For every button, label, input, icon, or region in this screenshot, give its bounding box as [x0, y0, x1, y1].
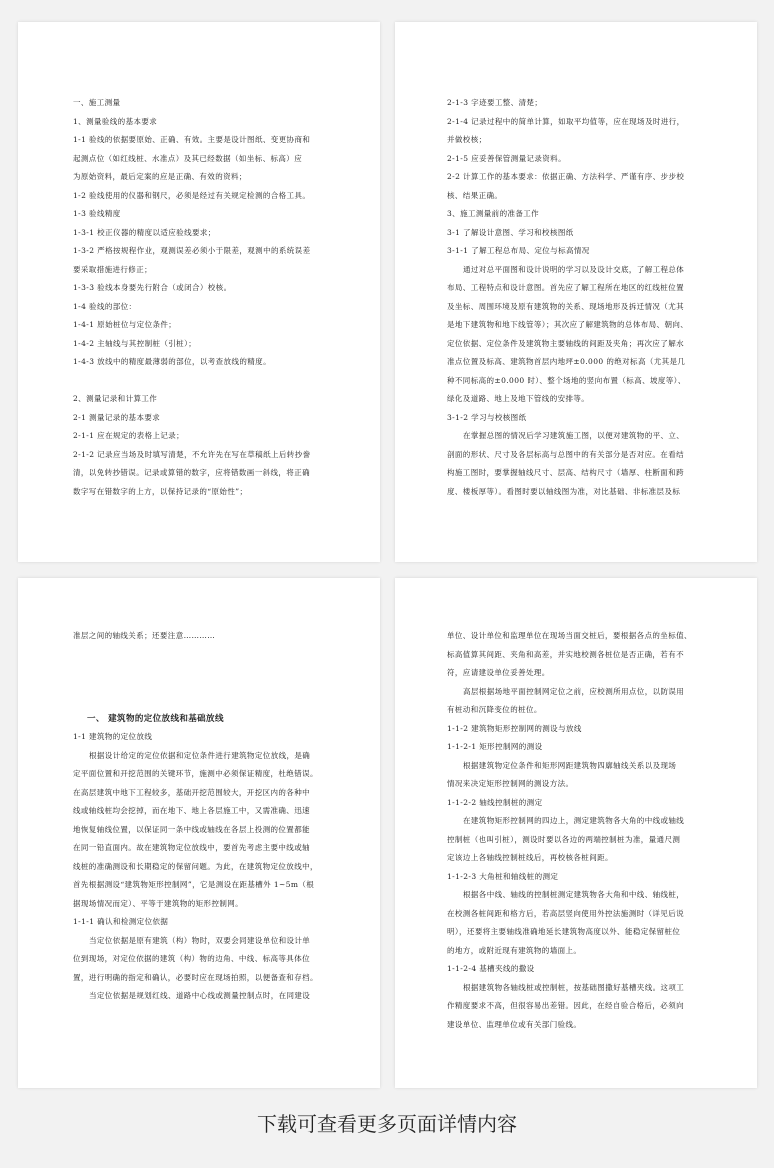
text-line: 线桩的准确测设和长期稳定的保留问题。为此，在建筑物定位放线中， [73, 861, 318, 871]
text-line: 在同一铅直面内。故在建筑物定位放线中，要首先考虑主要中线或轴 [73, 843, 310, 852]
text-line: 单位、设计单位和监理单位在现场当面交桩后，要根据各点的坐标值、 [447, 631, 692, 640]
text-line: 明），还要将主要轴线准确地延长建筑物高度以外、能稳定保留桩位 [447, 927, 681, 936]
subsection-title: 1-4 验线的部位： [73, 301, 137, 311]
text-line: 数字写在错数字的上方，以保持记录的“原始性”； [73, 486, 248, 496]
text-line: 当定位依据是规划红线、道路中心线或测量控制点时，在同建设 [89, 991, 311, 1000]
text-line: 准点位置及标高、建筑物首层内地坪±0.000 的绝对标高（尤其是几 [447, 357, 686, 366]
subsection-title: 1、测量验线的基本要求 [73, 116, 158, 126]
text-line: 清，以免转抄错误。记录或算错的数字，应将错数画一斜线，将正确 [73, 468, 310, 477]
subsection-title: 1-1-2-3 大角桩和轴线桩的测定 [447, 871, 559, 881]
text-line: 根据建筑物各轴线桩或控制桩，按基础图撒好基槽夹线。这项工 [463, 982, 685, 992]
text-line: 2-1-2 记录应当场及时填写清楚，不允许先在写在草稿纸上后转抄誊 [73, 449, 311, 459]
paragraph-gap [73, 646, 340, 710]
subsection-title: 1-3 验线精度 [73, 209, 121, 218]
text-line: 根据建筑物定位条件和矩形网距建筑物四廓轴线关系以及现场 [463, 760, 677, 770]
section-title: 3、施工测量前的准备工作 [447, 209, 540, 218]
text-line: 据现场情况而定）、平等于建筑物的矩形控制网。 [73, 898, 244, 908]
section-title: 一、施工测量 [73, 98, 121, 107]
text-line: 标高值算其间距、夹角和高差，并实地校测各桩位是否正确，若有不 [447, 649, 684, 659]
document-page-1 [18, 22, 380, 562]
text-line: 1-2 验线使用的仪器和钢尺，必须是经过有关规定检测的合格工具。 [73, 190, 311, 200]
text-line: 定位依据、定位条件及建筑物主要轴线的间距及夹角；再次应了解水 [447, 338, 684, 348]
subsection-title: 3-1-2 学习与校核图纸 [447, 412, 527, 422]
text-line: 1-4-1 原始桩位与定位条件； [73, 320, 177, 329]
text-line: 有桩动和沉降变位的桩位。 [447, 705, 542, 714]
text-line: 控制桩（也叫引桩），测设时要以各边的两端控制桩为准，量通尺测 [447, 834, 681, 844]
text-line: 根据各中线、轴线的控制桩测定建筑物各大角和中线、轴线桩， [463, 890, 685, 899]
text-line: 在校测各桩间距和格方后，若高层竖向使用外控法施测时（详见后说 [447, 908, 684, 918]
text-line: 1-3-3 验线本身要先行附合（或闭合）校核。 [73, 283, 232, 292]
text-line: 通过对总平面图和设计说明的学习以及设计交底，了解工程总体 [463, 264, 685, 274]
text-line: 2-1-3 字迹要工整、清楚； [447, 98, 543, 107]
subsection-title: 1-1-2-2 轴线控制桩的测定 [447, 797, 543, 807]
text-line: 为原始资料，最后定案的应是正确、有效的资料； [73, 172, 247, 181]
text-line: 构施工图时，要掌握轴线尺寸、层高、结构尺寸（墙厚、柱断面和跨 [447, 468, 684, 477]
text-line: 当定位依据是原有建筑（构）物时，双要会同建设单位和设计单 [89, 935, 311, 945]
subsection-title: 1-1-2 建筑物矩形控制网的测设与放线 [447, 723, 582, 733]
text-line: 情况来决定矩形控制网的测设方法。 [447, 779, 574, 788]
text-line: 1-3-1 校正仪器的精度以适应验线要求； [73, 227, 216, 237]
text-line: 高层根据场地平面控制网定位之前，应校测所用点位，以防误用 [463, 686, 685, 696]
subsection-title: 1-1-1 确认和检测定位依据 [73, 917, 169, 926]
document-page-2 [395, 22, 757, 562]
text-line: 1-3-2 严格按规程作业，观测误差必须小于限差，观测中的系统误差 [73, 246, 311, 255]
paragraph-gap [73, 372, 340, 391]
subsection-title: 2-1 测量记录的基本要求 [73, 412, 161, 422]
text-line: 布局、工程特点和设计意图。首先应了解工程所在地区的红线桩位置 [447, 283, 684, 292]
text-line: 2-2 计算工作的基本要求：依据正确、方法科学、严谨有序、步步校 [447, 172, 685, 181]
text-line: 是地下建筑物和地下线管等）；其次应了解建筑物的总体布局、朝向、 [447, 320, 689, 329]
text-line: 在高层建筑中地下工程较多，基础开挖范围较大，开挖区内的各种中 [73, 787, 310, 797]
text-line: 地恢复轴线位置，以保证同一条中线或轴线在各层上投测的位置都能 [73, 824, 310, 834]
text-line: 首先根据测设“建筑物矩形控制网”，它是测设在距基槽外 1~5m（根 [73, 880, 315, 889]
section-title: 2、测量记录和计算工作 [73, 394, 158, 403]
text-line: 定该边上各轴线控制桩线后，再校核各桩间距。 [447, 853, 613, 862]
subsection-title: 1-1-2-4 基槽夹线的撒设 [447, 964, 535, 973]
text-line: 起测点位（如红线桩、水准点）及其已经数据（如坐标、标高）应 [73, 153, 303, 163]
text-line: 种不同标高的±0.000 时）、整个场地的竖向布置（标高、坡度等）、 [447, 375, 686, 385]
text-line: 建设单位、监理单位或有关部门验线。 [447, 1019, 582, 1029]
text-line: 1-4-2 主轴线与其控制桩（引桩）； [73, 338, 197, 348]
text-line: 的地方，或附近现有建筑物的墙面上。 [447, 945, 582, 955]
text-line: 要采取措施进行修正； [73, 264, 152, 274]
text-line: 及坐标、周围环境及原有建筑物的关系、现场地形及拆迁情况（尤其 [447, 301, 684, 311]
subsection-title: 3-1-1 了解工程总布局、定位与标高情况 [447, 246, 590, 255]
subsection-title: 1-1-2-1 矩形控制网的测设 [447, 742, 543, 751]
text-line: 准层之间的轴线关系；还要注意………… [73, 631, 216, 640]
text-line: 线或轴线桩均会挖掉，而在地下、地上各层施工中，又需准确、迅速 [73, 806, 310, 815]
text-line: 核、结果正确。 [447, 190, 503, 200]
text-line: 2-1-4 记录过程中的简单计算，如取平均值等，应在现场及时进行， [447, 116, 685, 126]
text-line: 度、楼板厚等）。看图时要以轴线图为准，对比基础、非标准层及标 [447, 486, 681, 496]
subsection-title: 1-1 建筑物的定位放线 [73, 732, 153, 741]
text-line: 在建筑物矩形控制网的四边上，测定建筑物各大角的中线或轴线 [463, 816, 685, 825]
text-line: 符，应请建设单位妥善处理。 [447, 668, 550, 677]
text-line: 在掌握总图的情况后学习建筑施工图，以便对建筑物的平、立、 [463, 431, 685, 440]
text-line: 定平面位置和开挖范围的关键环节，施测中必须保证精度，杜绝错误。 [73, 769, 318, 778]
text-line: 绿化及道路、地上及地下管线的安排等。 [447, 394, 590, 403]
document-page-3 [18, 578, 380, 1088]
download-more-link[interactable]: 下载可查看更多页面详情内容 [257, 1112, 517, 1136]
text-line: 2-1-5 应妥善保管测量记录资料。 [447, 153, 566, 163]
text-line: 根据设计给定的定位依据和定位条件进行建筑物定位放线，是确 [89, 750, 311, 760]
subsection-title: 3-1 了解设计意图、学习和校核图纸 [447, 227, 574, 237]
chapter-heading: 一、 建筑物的定位放线和基础放线 [87, 713, 224, 724]
text-line: 1-1 验线的依据要原始、正确、有效。主要是设计图纸、变更协商和 [73, 135, 311, 144]
text-line: 位到现场，对定位依据的建筑（构）物的边角、中线、标高等具体位 [73, 954, 310, 963]
text-line: 2-1-1 应在规定的表格上记录； [73, 431, 185, 440]
text-line: 并做校核； [447, 135, 487, 144]
text-line: 1-4-3 放线中的精度最薄弱的部位，以考查放线的精度。 [73, 357, 271, 366]
document-page-4 [395, 578, 757, 1088]
text-line: 剖面的形状、尺寸及各层标高与总图中的有关部分是否对应。在看结 [447, 449, 684, 459]
text-line: 作精度要求不高，但很容易出差错。因此，在经自验合格后，必须向 [447, 1001, 684, 1010]
text-line: 置，进行明确的指定和确认，必要时应在现场拍照，以便备查和存档。 [73, 972, 318, 982]
